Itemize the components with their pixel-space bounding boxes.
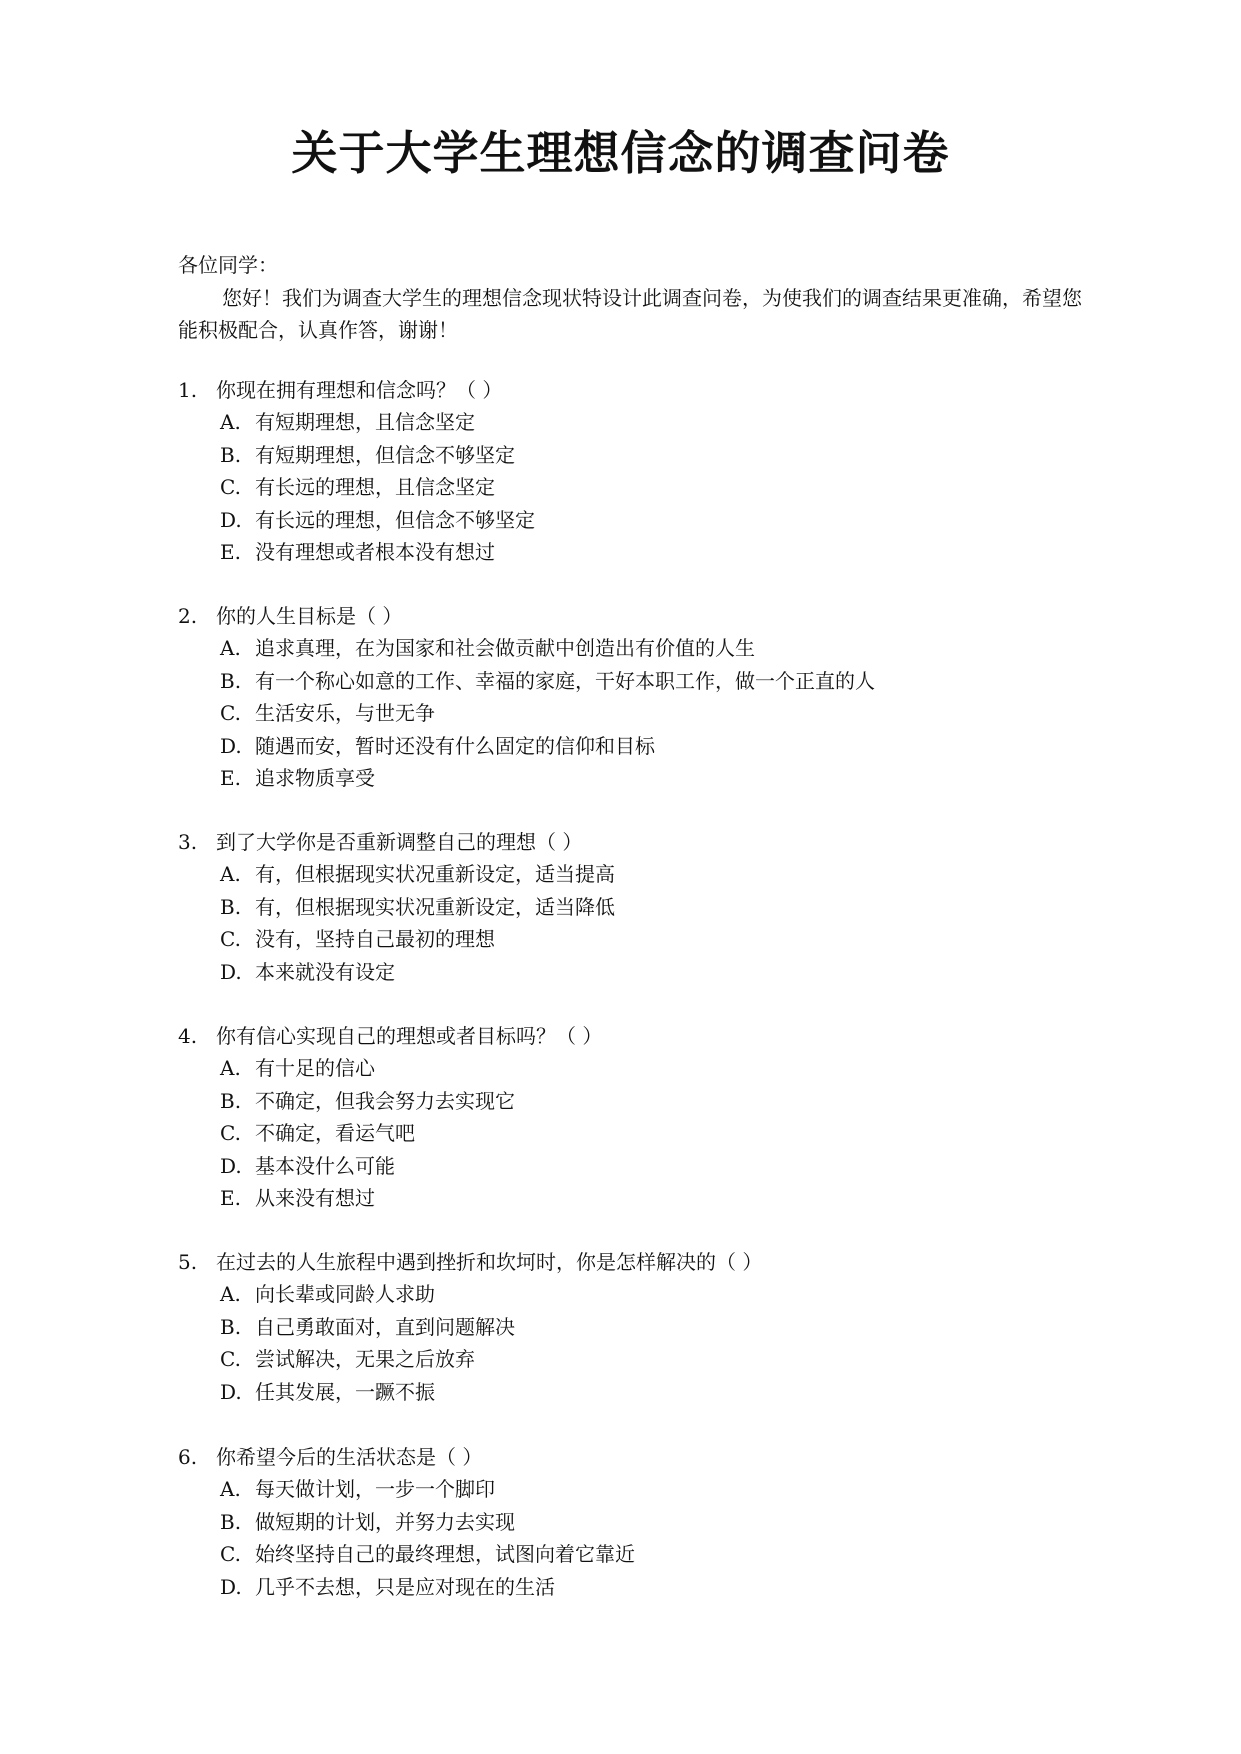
option-letter: C. [220,1121,241,1145]
option-text: 任其发展，一蹶不振 [255,1379,435,1404]
option-b [178,1311,1078,1344]
option-letter: B. [220,1314,242,1339]
option-text: 始终坚持自己的最终理想，试图向着它靠近 [255,1542,635,1566]
question-text: 你希望今后的生活状态是（ ） [216,1445,483,1469]
greeting: 各位同学： [178,253,278,277]
option-letter: B. [220,1088,242,1113]
option-a [178,1278,1078,1311]
question-number: 6. [178,1445,198,1469]
option-e [178,762,1078,795]
option-b [178,891,1078,924]
option-b [178,1085,1078,1118]
option-text: 自己勇敢面对，直到问题解决 [255,1314,515,1339]
question-stem [178,1246,1078,1278]
option-letter: B. [220,442,242,467]
option-letter: C. [220,1542,241,1566]
option-letter: C. [220,701,241,725]
question-stem [178,374,1078,406]
question-stem [178,600,1078,632]
option-text: 有短期理想，但信念不够坚定 [255,442,515,467]
question-stem [178,1020,1078,1052]
option-letter: A. [220,1282,241,1306]
option-text: 没有，坚持自己最初的理想 [255,927,495,951]
option-a [178,1473,1078,1506]
question-text: 到了大学你是否重新调整自己的理想（ ） [216,830,583,854]
option-text: 追求真理，在为国家和社会做贡献中创造出有价值的人生 [255,636,755,660]
option-letter: A. [220,862,241,886]
option-d [178,1376,1078,1409]
option-letter: A. [220,410,241,434]
option-text: 不确定，看运气吧 [255,1121,415,1145]
option-d [178,1150,1078,1183]
question-5 [178,1246,1078,1408]
option-letter: D. [220,959,242,984]
option-text: 基本没什么可能 [255,1153,395,1178]
option-text: 有十足的信心 [255,1056,375,1080]
option-letter: B. [220,668,242,693]
question-stem [178,1441,1078,1473]
option-letter: A. [220,1477,241,1501]
option-text: 随遇而安，暂时还没有什么固定的信仰和目标 [255,733,655,758]
option-text: 不确定，但我会努力去实现它 [255,1088,515,1113]
question-1 [178,374,1078,569]
question-number: 1. [178,378,198,402]
option-text: 每天做计划，一步一个脚印 [255,1477,495,1501]
option-b [178,439,1078,472]
option-c [178,923,1078,956]
option-c [178,1343,1078,1376]
option-letter: A. [220,1056,241,1080]
question-number: 4. [178,1024,198,1048]
option-letter: C. [220,475,241,499]
option-c [178,697,1078,730]
option-a [178,406,1078,439]
option-letter: D. [220,733,242,758]
option-text: 尝试解决，无果之后放弃 [255,1347,475,1371]
intro-paragraph: 您好！我们为调查大学生的理想信念现状特设计此调查问卷，为使我们的调查结果更准确，希望您能积极配合，认真作答，谢谢！ [178,286,1082,342]
option-letter: A. [220,636,241,660]
question-number: 3. [178,830,198,854]
option-letter: E. [220,540,241,564]
option-a [178,858,1078,891]
option-text: 生活安乐，与世无争 [255,701,435,725]
option-a [178,632,1078,665]
option-c [178,1117,1078,1150]
option-d [178,1571,1078,1604]
option-e [178,1182,1078,1215]
option-letter: D. [220,507,242,532]
question-stem [178,826,1078,858]
option-text: 做短期的计划，并努力去实现 [255,1509,515,1534]
option-d [178,504,1078,537]
option-b [178,1506,1078,1539]
option-letter: D. [220,1574,242,1599]
option-letter: B. [220,1509,242,1534]
option-text: 追求物质享受 [255,766,375,790]
question-6 [178,1441,1078,1603]
option-text: 向长辈或同龄人求助 [255,1282,435,1306]
option-text: 本来就没有设定 [255,959,395,984]
question-number: 5. [178,1250,198,1274]
option-letter: D. [220,1153,242,1178]
option-c [178,1538,1078,1571]
question-4 [178,1020,1078,1215]
option-letter: D. [220,1379,242,1404]
option-text: 有长远的理想，但信念不够坚定 [255,507,535,532]
option-text: 有一个称心如意的工作、幸福的家庭，干好本职工作，做一个正直的人 [255,668,875,693]
option-text: 有短期理想，且信念坚定 [255,410,475,434]
question-text: 你现在拥有理想和信念吗？（ ） [216,378,503,402]
option-a [178,1052,1078,1085]
page-title: 关于大学生理想信念的调查问卷 [291,126,950,180]
option-text: 有，但根据现实状况重新设定，适当降低 [255,894,615,919]
question-text: 你有信心实现自己的理想或者目标吗？（ ） [216,1024,603,1048]
option-text: 有，但根据现实状况重新设定，适当提高 [255,862,615,886]
option-text: 没有理想或者根本没有想过 [255,540,495,564]
option-c [178,471,1078,504]
option-e [178,536,1078,569]
question-2 [178,600,1078,795]
option-letter: C. [220,927,241,951]
question-text: 你的人生目标是（ ） [216,604,403,628]
option-text: 有长远的理想，且信念坚定 [255,475,495,499]
option-d [178,956,1078,989]
option-letter: E. [220,1186,241,1210]
option-b [178,665,1078,698]
question-text: 在过去的人生旅程中遇到挫折和坎坷时，你是怎样解决的（ ） [216,1250,763,1274]
question-3 [178,826,1078,988]
option-letter: E. [220,766,241,790]
option-letter: B. [220,894,242,919]
option-text: 几乎不去想，只是应对现在的生活 [255,1574,555,1599]
option-d [178,730,1078,763]
option-letter: C. [220,1347,241,1371]
question-number: 2. [178,604,198,628]
option-text: 从来没有想过 [255,1186,375,1210]
